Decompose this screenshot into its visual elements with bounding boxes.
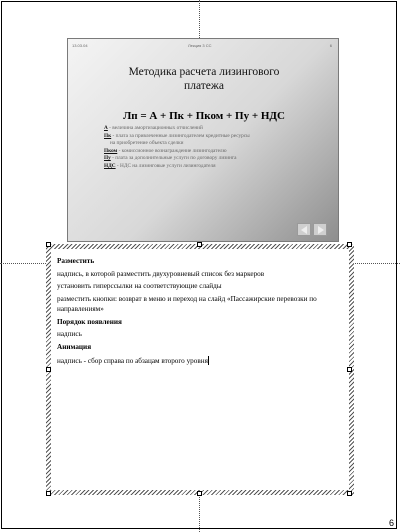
arrow-left-icon: [301, 226, 307, 234]
slide-formula: Лп = А + Пк + Пком + Пу + НДС: [123, 110, 285, 122]
notes-text[interactable]: [57, 257, 347, 366]
resize-handle-bottom-right[interactable]: [347, 491, 352, 496]
notes-heading-animation: Анимация: [57, 342, 92, 351]
notes-line: надпись - сбор справа по абзацам второго уровня: [57, 356, 208, 365]
resize-handle-top-left[interactable]: [46, 242, 51, 247]
slide-date: 13.03.04: [72, 43, 88, 48]
definition-item: Пк - плата за привлеченные лизингодателем кредитные ресурсы: [104, 132, 250, 139]
notes-line: разместить кнопки: возврат в меню и переход на слайд «Пассажирские перевозки по направлениям»: [57, 295, 317, 313]
next-slide-button[interactable]: [313, 223, 327, 236]
slide-title-line1: Методика расчета лизингового: [128, 66, 280, 78]
slide-title: [88, 65, 320, 93]
definition-item: Пу - плата за дополнительные услуги по договору лизинга: [104, 155, 237, 162]
resize-handle-bottom[interactable]: [197, 491, 202, 496]
definition-item: А - величина амортизационных отчислений: [104, 125, 203, 131]
resize-handle-top-right[interactable]: [347, 242, 352, 247]
notes-heading-place: Разместить: [57, 257, 95, 265]
arrow-right-icon: [318, 226, 324, 234]
text-caret: [208, 356, 209, 365]
definition-item: Пком - комиссионное вознаграждение лизингодателю: [104, 147, 227, 154]
notes-line: надпись: [57, 330, 82, 339]
resize-handle-top[interactable]: [197, 242, 202, 247]
slide-definitions: [104, 125, 330, 171]
notes-line: установить гиперссылки на соответствующие слайды: [57, 282, 222, 291]
resize-handle-bottom-left[interactable]: [46, 491, 51, 496]
notes-heading-order: Порядок появления: [57, 317, 122, 326]
page-number: 6: [388, 518, 394, 528]
prev-slide-button[interactable]: [297, 223, 311, 236]
slide-title-line2: платежа: [184, 80, 224, 92]
slide-number: 6: [329, 43, 332, 48]
notes-line: надпись, в которой разместить двухуровневый список без маркеров: [57, 269, 265, 278]
definition-item: НДС - НДС на лизинговые услуги лизингодателя: [104, 162, 216, 169]
resize-handle-right[interactable]: [347, 367, 352, 372]
slide-header-title: Лекция 3 СС: [188, 43, 212, 48]
definition-item: на приобретение объекта сделки: [110, 140, 184, 147]
notes-placeholder[interactable]: [46, 244, 354, 495]
slide-thumbnail[interactable]: [67, 38, 339, 242]
resize-handle-left[interactable]: [46, 367, 51, 372]
